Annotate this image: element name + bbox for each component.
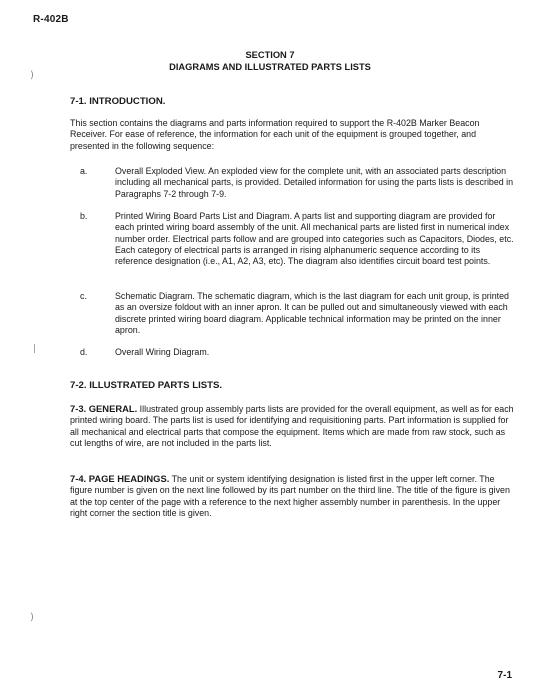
list-item-b-letter: b. — [80, 211, 88, 221]
paragraph-7-3-body: Illustrated group assembly parts lists are provided for the overall equipment, as well as for each printed wiring board. The parts list is used for identifying and requisitioning parts. Part information is supplied for all mechanical and electrical parts that compose the equipment. Items which are made from raw stock, such as cut lengths of wire, are not included in the parts list. — [70, 404, 514, 448]
list-item-a-letter: a. — [80, 166, 88, 176]
list-item-a-text: Overall Exploded View. An exploded view for the complete unit, with an associated parts description including all mechanical parts, is provided. Detailed information for using the parts lists is described in Paragraphs 7-2 through 7-9. — [115, 166, 514, 199]
intro-paragraph: This section contains the diagrams and parts information required to support the R-402B Marker Beacon Receiver. For ease of reference, the information for each unit of the equipment is grouped together, and presented in the following sequence: — [70, 118, 480, 151]
heading-7-1: 7-1. INTRODUCTION. — [70, 96, 166, 107]
paragraph-7-3 — [70, 403, 514, 449]
paragraph-7-4-lead: 7-4. PAGE HEADINGS. — [70, 473, 170, 484]
binder-mark-bottom: ) — [30, 612, 34, 623]
page-number: 7-1 — [497, 670, 512, 681]
paragraph-7-4-body: The unit or system identifying designation is listed first in the upper left corner. The figure number is given on the next line followed by its part number on the third line. The title of the figure is given at the top center of the page with a reference to the next higher assembly number in parenthesis. In the upper right corner the section title is given. — [70, 474, 510, 518]
paragraph-7-4 — [70, 473, 514, 519]
list-item-d-text: Overall Wiring Diagram. — [115, 347, 210, 357]
binder-mark-top: ) — [30, 70, 34, 81]
section-title: DIAGRAMS AND ILLUSTRATED PARTS LISTS — [169, 62, 371, 72]
heading-7-2: 7-2. ILLUSTRATED PARTS LISTS. — [70, 380, 223, 391]
list-item-c-letter: c. — [80, 291, 87, 301]
list-item-b-text: Printed Wiring Board Parts List and Diagram. A parts list and supporting diagram are provided for each printed wiring board assembly of the unit. All mechanical parts are listed first in numerical index number order. Electrical parts follow and are grouped into categories such as Capacitors, Diodes, etc. Each category of electrical parts is arranged in rising alphanumeric sequence according to its reference designation (i.e., A1, A2, A3, etc). The diagram also identifies circuit board test points. — [115, 211, 514, 267]
paragraph-7-3-lead: 7-3. GENERAL. — [70, 403, 138, 414]
list-item-c-text: Schematic Diagram. The schematic diagram, which is the last diagram for each unit group, is printed as an oversize foldout with an inner apron. It can be pulled out and simultaneously viewed with each discrete printed wiring board diagram. Applicable technical information may be printed on the inner apron. — [115, 291, 509, 335]
binder-mark-middle: | — [33, 344, 37, 354]
section-number: SECTION 7 — [245, 50, 295, 60]
document-id: R-402B — [33, 14, 69, 25]
list-item-d-letter: d. — [80, 347, 88, 357]
